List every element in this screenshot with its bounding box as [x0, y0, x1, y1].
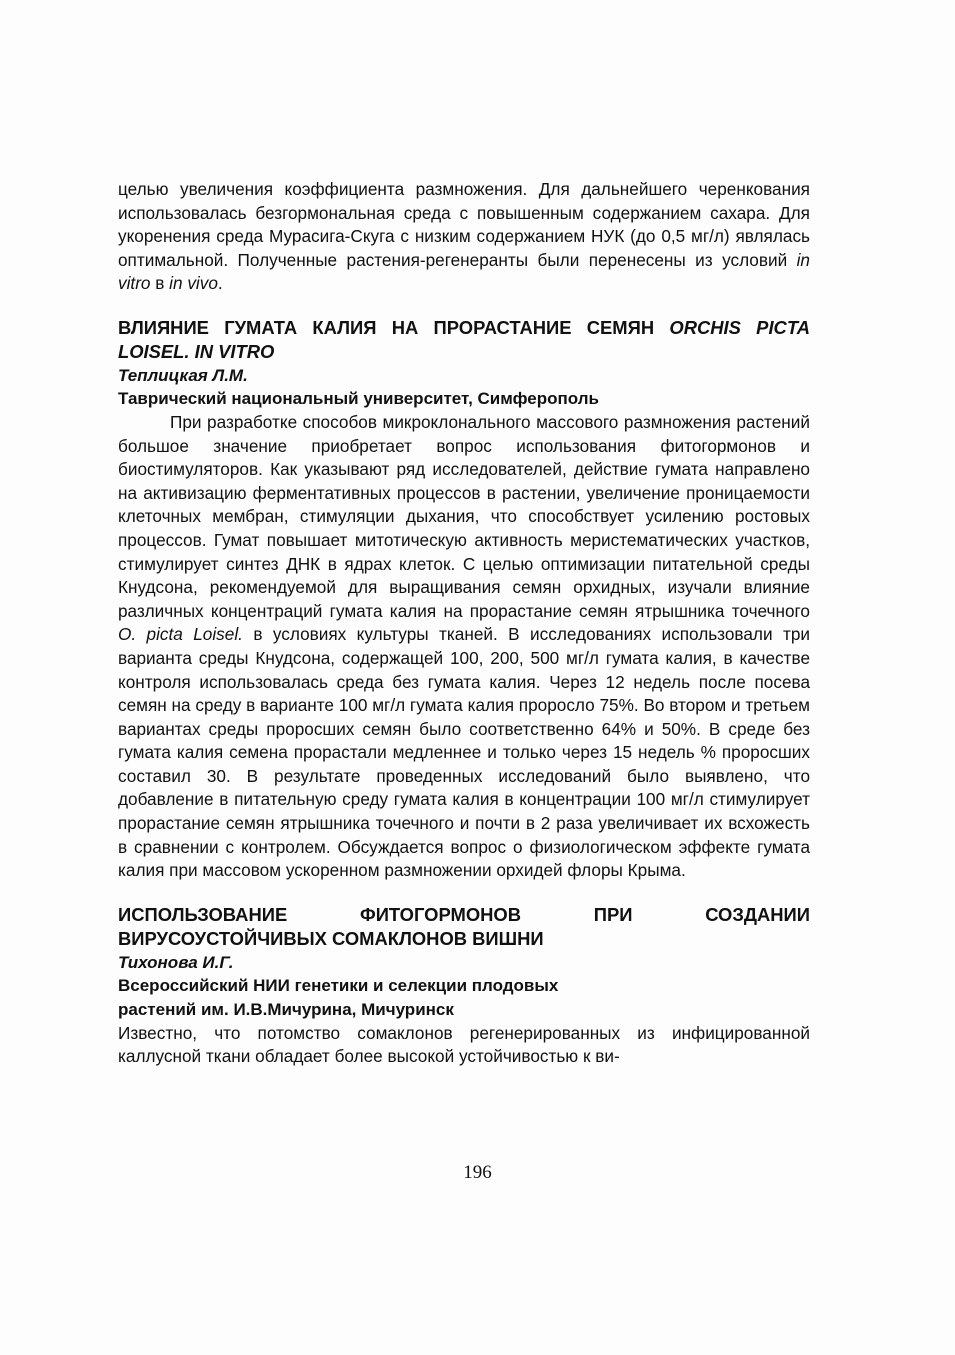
article2-title: ИСПОЛЬЗОВАНИЕ ФИТОГОРМОНОВ ПРИ СОЗДАНИИ ВИРУСОУСТОЙЧИВЫХ СОМАКЛОНОВ ВИШНИ: [118, 903, 810, 949]
article2-affiliation-line2: растений им. И.В.Мичурина, Мичуринск: [118, 999, 454, 1019]
article1-body-text: При разработке способов микроклонального массового размножения растений большое значение приобретает вопрос использования фитогормонов и биостимуляторов. Как указывают ряд исследователей, действие гумата направлено на активизацию ферментативных процессов в растении, увеличение проницаемости клеточных мембран, стимуляции дыхания, что способствует усилению ростовых процессов. Гумат повышает митотическую активность меристематических участков, стимулирует синтез ДНК в ядрах клеток. С целью оптимизации питательной среды Кнудсона, рекомендуемой для выращивания семян орхидных, изучали влияние различных концентраций гумата калия на прорастание семян ятрышника точечного: [118, 411, 810, 621]
continuation-paragraph: [118, 178, 810, 296]
in-vitro-term: in vitro: [118, 249, 810, 294]
article1-title-species: ORCHIS PICTA LOISEL. IN VITRO: [118, 316, 810, 362]
continuation-text: целью увеличения коэффициента размножения. Для дальнейшего черенкования использовалась безгормональная среда с повышенным содержанием сахара. Для укоренения среда Мурасига-Скуга с низким содержанием НУК (до 0,5 мг/л) являлась оптимальной. Полученные растения-регенеранты были перенесены из условий: [118, 179, 810, 270]
article2-affiliation-line1: Всероссийский НИИ генетики и селекции плодовых: [118, 975, 559, 995]
page-number: 196: [463, 1162, 492, 1183]
continuation-connector: в: [150, 273, 170, 294]
continuation-end: .: [217, 273, 223, 294]
article1-body-text-cont: в условиях культуры тканей. В исследованиях использовали три варианта среды Кнудсона, содержащей 100, 200, 500 мг/л гумата калия, в качестве контроля использовалась среда без гумата калия. Через 12 недель после посева семян на среду в варианте 100 мг/л гумата калия проросло 75%. Во втором и третьем вариантах среды проросших семян было соответственно 64% и 50%. В среде без гумата калия семена прорастали медленнее и только через 15 недель % проросших составил 30. В результате проведенных исследований было выявлено, что добавление в питательную среду гумата калия в концентрации 100 мг/л стимулирует прорастание семян ятрышника точечного и почти в 2 раза увеличивает их всхожесть в сравнении с контролем. Обсуждается вопрос о физиологическом эффекте гумата калия при массовом ускоренном размножении орхидей флоры Крыма.: [118, 624, 810, 881]
article1-body-species: O. picta Loisel.: [118, 624, 243, 645]
article2-author: Тихонова И.Г.: [118, 952, 234, 972]
article1-affiliation: Таврический национальный университет, Симферополь: [118, 388, 599, 408]
article1-author: Теплицкая Л.М.: [118, 365, 248, 385]
article1-title: [118, 316, 810, 364]
article1-body: [118, 411, 810, 883]
article2-body: Известно, что потомство сомаклонов регенерированных из инфицированной каллусной ткани обладает более высокой устойчивостью к ви-: [118, 1022, 810, 1067]
text-column: [118, 178, 810, 1069]
in-vivo-term: in vivo: [169, 273, 218, 294]
article1-title-text: ВЛИЯНИЕ ГУМАТА КАЛИЯ НА ПРОРАСТАНИЕ СЕМЯН: [118, 316, 670, 338]
